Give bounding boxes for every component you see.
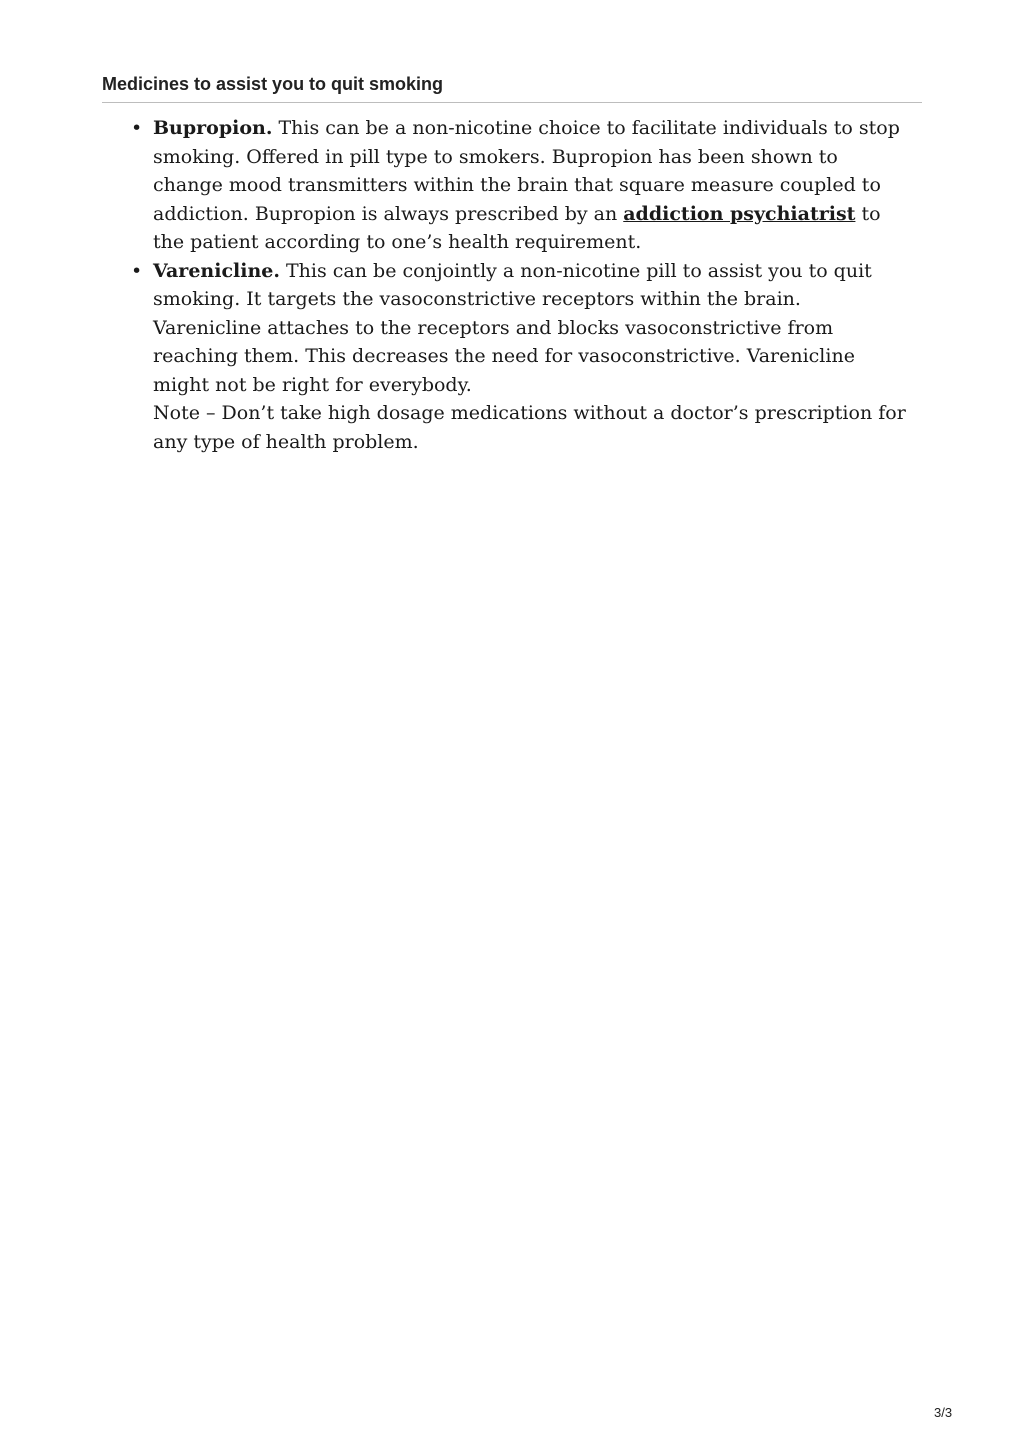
list-item-bupropion <box>131 114 913 257</box>
bullet-icon: • <box>131 259 143 282</box>
page-number: 3/3 <box>934 1405 953 1420</box>
varenicline-description: This can be conjointly a non-nicotine pill to assist you to quit smoking. It targets the vasoconstrictive receptors within the brain. Varenicline attaches to the receptors and blocks vasoconstrictive from reaching them. This decreases the need for vasoconstrictive. Varenicline might not be right for everybody. <box>153 259 872 396</box>
list-item-varenicline <box>131 257 913 457</box>
medicine-list <box>131 114 913 456</box>
term-varenicline: Varenicline. <box>153 259 280 282</box>
addiction-psychiatrist-link[interactable]: addiction psychiatrist <box>623 202 856 225</box>
term-bupropion: Bupropion. <box>153 117 273 139</box>
bullet-icon: • <box>131 117 143 139</box>
bupropion-description-end: to the patient according to one’s health requirement. <box>153 202 881 253</box>
heading-divider <box>102 102 922 103</box>
bupropion-description: This can be a non-nicotine choice to facilitate individuals to stop smoking. Offered in pill type to smokers. Bupropion has been shown to change mood transmitters within the brain that square measure coupled to addiction. Bupropion is always prescribed by an <box>153 117 900 225</box>
dosage-note: Note – Don’t take high dosage medications without a doctor’s prescription for any type of health problem. <box>153 402 906 453</box>
article-body <box>131 114 913 456</box>
section-heading: Medicines to assist you to quit smoking <box>102 74 444 94</box>
